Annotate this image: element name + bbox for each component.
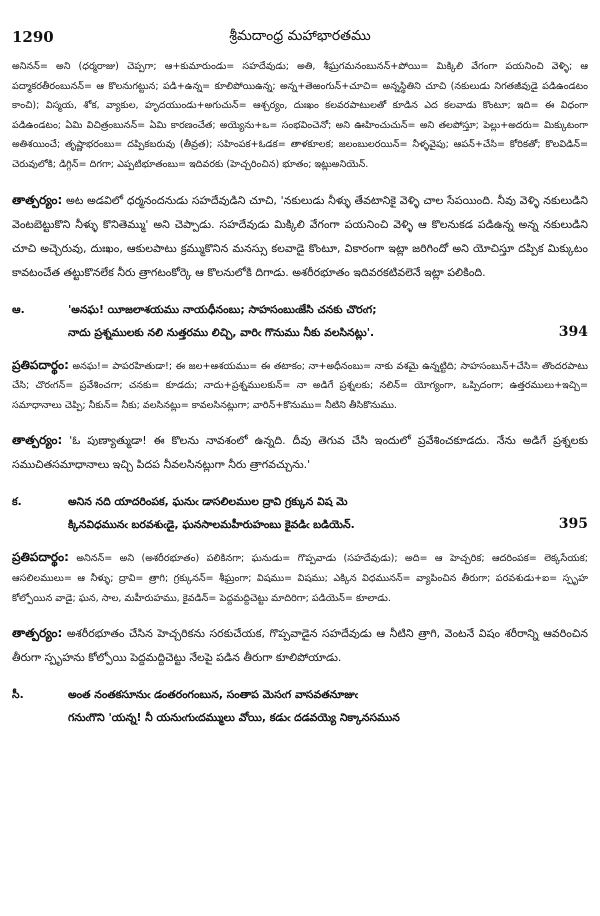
verse-text: గనుఁగొని 'యన్న! నీ యనుఁగుఁదమ్ములు వోయి, కడుఁ దడవయ్యె నిక్కానసమున xyxy=(68,711,400,725)
verse-text: క్కినవిధమునఁ బరవశుఁడై, ఘనసాలమహీరుహంబు కైవడిఁ బడియెన్. xyxy=(68,518,355,532)
verse-line xyxy=(12,321,588,344)
verse-meter-marker xyxy=(12,706,68,729)
verse-line xyxy=(12,706,588,729)
verse-meter-marker: సీ. xyxy=(12,688,24,702)
paragraph-text: 'ఓ పుణ్యాత్ముడా! ఈ కొలను నావశంలో ఉన్నది. దీవు తెగువ చేసి ఇందులో ప్రవేశించకూడదు. నేను అడిగే ప్రశ్నలకు సముచితసమాధానాలు ఇచ్చి పిదప నీవలసినట్లుగా నీరు త్రాగవచ్చును.' xyxy=(12,434,588,472)
paragraph-text: అనినన్= అని (ధర్మరాజు) చెప్పగా; ఆ+కుమారుండు= సహదేవుడు; అతి, శీఘ్రగమనంబునన్+పోయి= మిక్కిలి వేగంగా పయనించి వెళ్ళి; ఆ పద్మాకరతీరంబునన్= ఆ కొలనుగట్టున; పడి+ఉన్న= కూలిపోయిఉన్న; అన్న+తెఱంగున్+చూచి= అన్నస్థితిని చూచి (నకులుడు నిగతజీవుడై పడిఉండటం కాంచి); విస్మయ, శోక, వ్యాకుల, హృదయుండు+అగుచున్= ఆశ్చర్యం, దుఃఖం కలవరపాటులతో కూడిన ఎద కలవాడు కొంటూ; ఇది= ఈ విధంగా పడిఉండటం; ఏమి విచిత్రంబునన్= ఏమి కారణంచేత; అయ్యెను+ఒ= సంభవించెనో; అని ఊహించుచున్= అని తలపోస్తూ; పెల్లు+అదరు= మిక్కుటంగా అతిశయించే; తృష్ణాభరంబు= దప్పికబరువు (తీవ్రత); సహింపక+ఓడక= తాళకూలక; జలంబులరయిన్= నీళ్ళవైపు; ఆపన్+చేసి= కోరికతో; కొలవిడిన్= చెరువులోకి; డిగ్గిన్= దిగగా; ఎప్పటిభూతంబు= ఇదివరకు (హెచ్చరించిన) భూతం; ఇట్లుఅనియెన్. xyxy=(12,61,588,170)
section-label: ప్రతిపదార్థం: xyxy=(12,357,69,372)
pratipadartham-paragraph xyxy=(12,356,588,416)
verse-meter-marker: ఆ. xyxy=(12,302,25,316)
verse-text: 'అనఘ! యీజలాశయము నాయధీనంబు; సాహసంబుఁజేసి చనకు చొరఁగ; xyxy=(68,302,377,316)
verse-line xyxy=(12,513,588,536)
verse-meter-marker: క. xyxy=(12,495,22,509)
verse-block xyxy=(12,490,588,536)
running-title: శ్రీమదాంధ్ర మహాభారతము xyxy=(229,28,371,44)
tatparyam-paragraph xyxy=(12,621,588,670)
pratipadartham-paragraph xyxy=(12,56,588,175)
verse-number: 395 xyxy=(558,516,588,533)
page-number: 1290 xyxy=(12,28,54,46)
verse-line xyxy=(12,683,588,706)
paragraph-text: అశరీరభూతం చేసిన హెచ్చరికను సరకుచేయక, గొప్పవాడైన సహదేవుడు ఆ నీటిని త్రాగి, వెంటనే విషం శరీరాన్ని ఆవరించిన తీరుగా స్పృహను కోల్పోయి పెద్దమద్దిచెట్టు నేలపై పడిన తీరుగా కూలిపోయాడు. xyxy=(12,627,589,665)
paragraph-text: అట అడవిలో ధర్మనందనుడు సహదేవుడిని చూచి, 'నకులుడు నీళ్ళు తేవటానికై వెళ్ళి చాల సేపయింది. నీవు వెళ్ళి నకులుడిని వెంటబెట్టుకొని నీళ్ళు కొనితెమ్ము' అని చెప్పాడు. సహదేవుడు మిక్కిలి వేగంగా పయనించి వెళ్ళి ఆ కొలనుకడ పడిఉన్న అన్న నకులుడిని చూచి అచ్చెరువు, దుఃఖం, ఆకులపాటు క్రమ్ముకొనిన మనస్సు కలవాడై కొంటూ, వికారంగా ఇట్లా జరిగిందో అని యోచిస్తూ దప్పిక మిక్కుటం కావటంచేత తట్టుకొనలేక నీరు త్రాగటంకోర్కె ఆ కొలనులోకి దిగాడు. అశరీరభూతం ఇదివరకటివలెనే ఇట్లా పలికింది. xyxy=(12,193,588,279)
verse-block xyxy=(12,298,588,344)
section-label: తాత్పర్యం: xyxy=(12,626,63,641)
verse-meter-marker xyxy=(12,513,68,536)
verse-line xyxy=(12,298,588,321)
paragraph-text: అనఘ!= పాపరహితుడా!; ఈ జల+ఆశయము= ఈ తటాకం; నా+అధీనంబు= నాకు వశమై ఉన్నట్టిది; సాహసంబున్+చేసి= తొందరపాటు చేసి; చొరఁగన్= ప్రవేశించగా; చనకు= కూడదు; నాదు+ప్రశ్నములకున్= నా అడిగే ప్రశ్నలకు; నలిన్= యోగ్యంగా, ఒప్పిదంగా; ఉత్తరములు+ఇచ్చి= సమాధానాలు చెప్పి; నీకున్= నీకు; వలసినట్లు= కావలసినట్లుగా; వారిన్+కొనుము= నీటిని తీసికొనుము. xyxy=(12,360,588,411)
section-label: తాత్పర్యం: xyxy=(12,192,63,207)
verse-meter-marker xyxy=(12,321,68,344)
verse-text: అనిన నది యాదరింపక, ఘనుఁ డాసలిలముల ద్రావి గ్రక్కున విష మె xyxy=(68,495,348,509)
verse-line xyxy=(12,490,588,513)
verse-number: 394 xyxy=(558,323,588,340)
verse-text: నాదు ప్రశ్నములకు నలి నుత్తరము లిచ్చి, వారిఁ గొనుము నీకు వలసినట్లు'. xyxy=(68,325,375,339)
page-header xyxy=(12,28,588,52)
page-content xyxy=(12,56,588,741)
tatparyam-paragraph xyxy=(12,428,588,477)
pratipadartham-paragraph xyxy=(12,548,588,608)
verse-block xyxy=(12,683,588,729)
tatparyam-paragraph xyxy=(12,188,588,285)
section-label: ప్రతిపదార్థం: xyxy=(12,550,69,565)
verse-text: అంత నంతకసూనుఁ డంతరంగంబున, సంతాప మెసఁగ వాసవతనూజుఁ xyxy=(68,688,358,702)
section-label: తాత్పర్యం: xyxy=(12,433,63,448)
paragraph-text: అనినన్= అని (అశరీరభూతం) పలికినగా; ఘనుడు= గొప్పవాడు (సహదేవుడు); అది= ఆ హెచ్చరిక; ఆదరింపక= లెక్కసేయక; ఆసలిలములు= ఆ నీళ్ళు; ద్రావి= త్రాగి; గ్రక్కునన్= శీఘ్రంగా; విషము= విషము; ఎక్కిన విధమునన్= వ్యాపించిన తీరుగా; పరవశుడు+ఐ= స్పృహ కోల్పోయిన వాడై; ఘన, సాల, మహీరుహము, కైవడిన్= పెద్దమద్దిచెట్టు మాదిరిగా; పడియెన్= కూలాడు. xyxy=(12,553,588,604)
